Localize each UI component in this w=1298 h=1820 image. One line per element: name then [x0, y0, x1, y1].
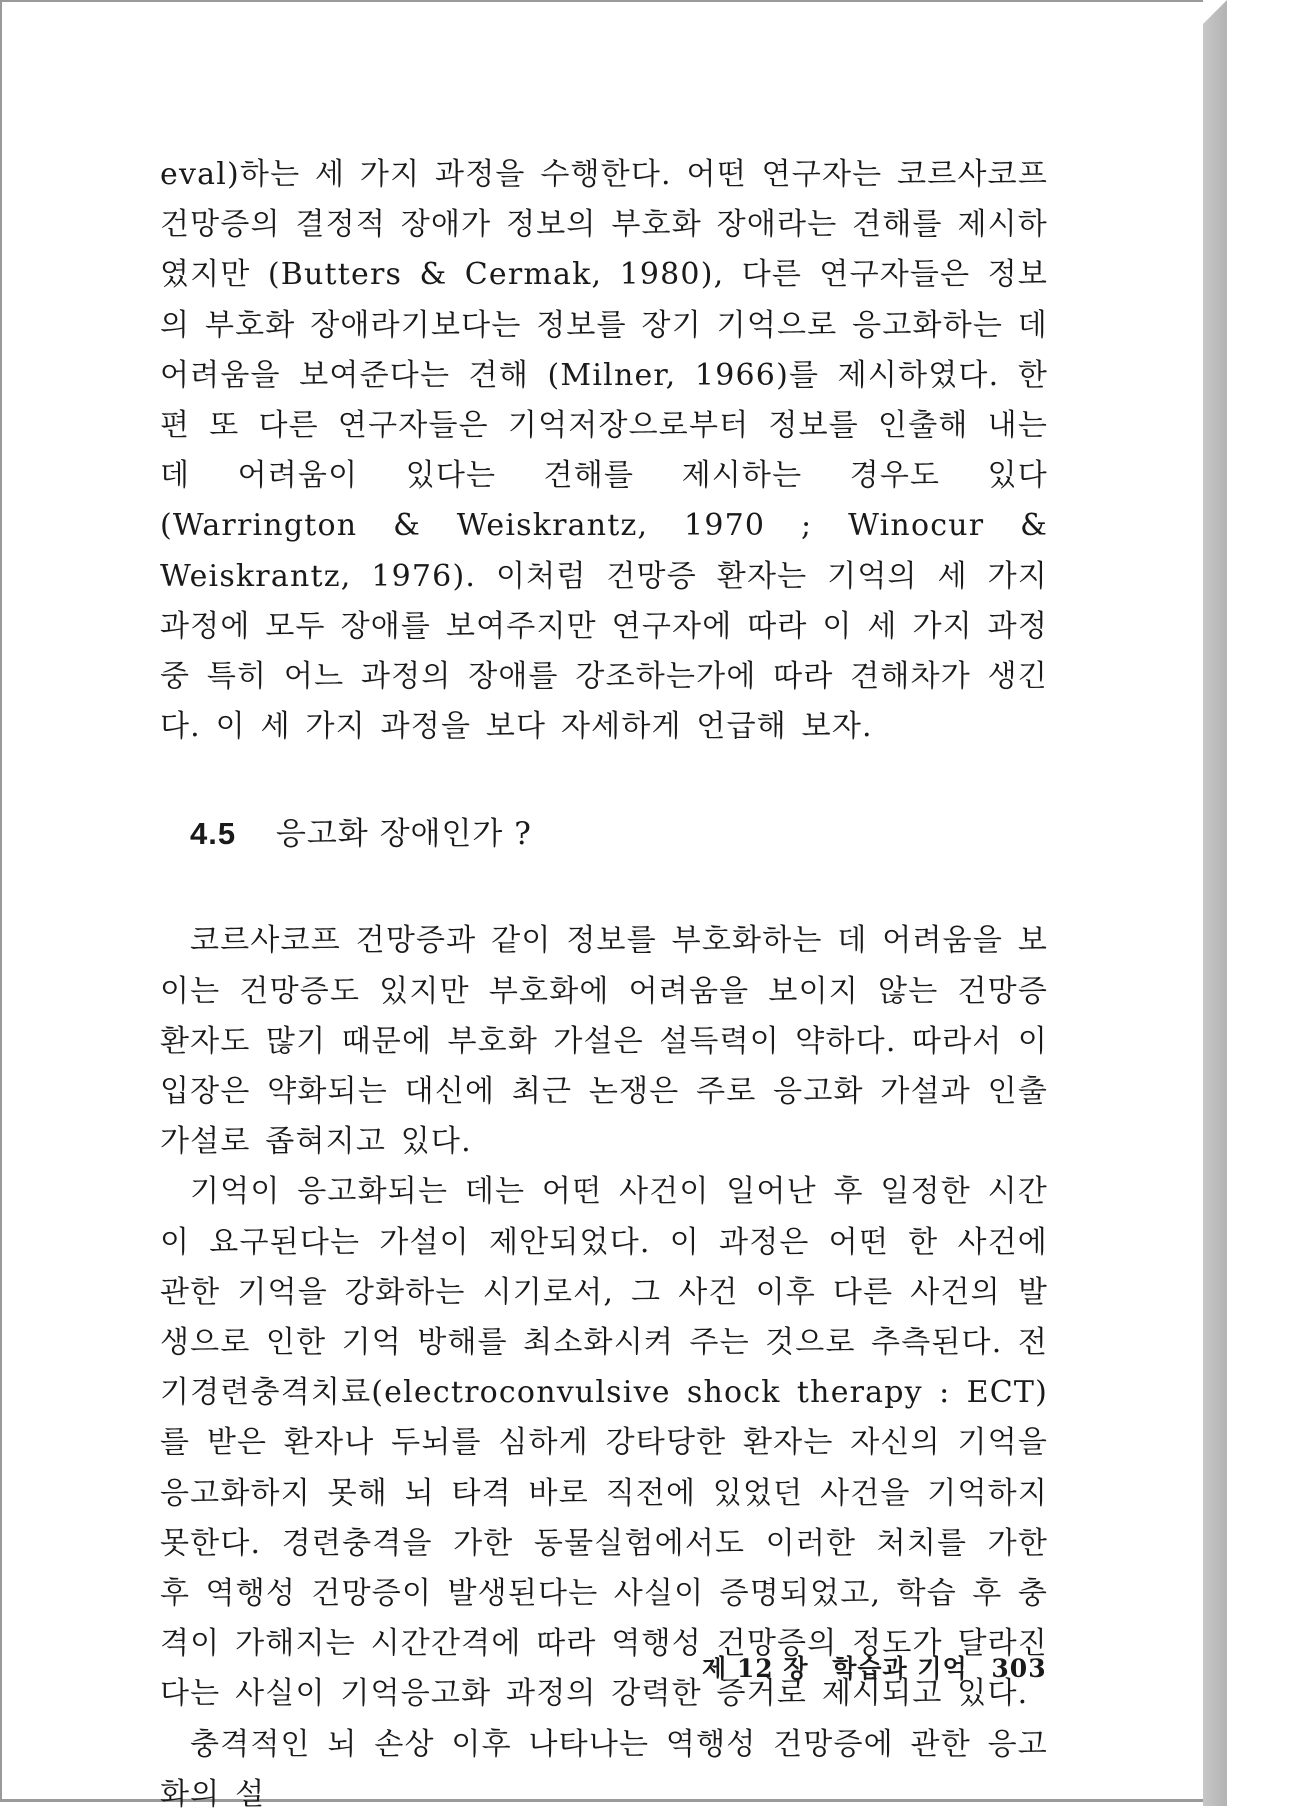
page-edge-corner: [1203, 0, 1227, 24]
section-title: 응고화 장애인가 ?: [275, 816, 532, 853]
chapter-title: 학습과 기억: [832, 1654, 968, 1683]
chapter-number: 제 12 장: [702, 1654, 809, 1683]
page-footer: [702, 1652, 1047, 1686]
page-content: [160, 150, 1048, 1820]
section-number: 4.5: [190, 816, 237, 852]
paragraph-3: 기억이 응고화되는 데는 어떤 사건이 일어난 후 일정한 시간이 요구된다는 가설이 제안되었다. 이 과정은 어떤 한 사건에 관한 기억을 강화하는 시기로서, 그 사건 이후 다른 사건의 발생으로 인한 기억 방해를 최소화시켜 주는 것으로 추측된다. 전기경련충격치료(electroconvulsive shock therapy : ECT)를 받은 환자나 두뇌를 심하게 강타당한 환자는 자신의 기억을 응고화하지 못해 뇌 타격 바로 직전에 있었던 사건을 기억하지 못한다. 경련충격을 가한 동물실험에서도 이러한 처치를 가한 후 역행성 건망증이 발생된다는 사실이 증명되었고, 학습 후 충격이 가해지는 시간간격에 따라 역행성 건망증의 정도가 달라진다는 사실이 기억응고화 과정의 강력한 증거로 제시되고 있다.: [160, 1174, 1048, 1712]
paragraph-2: 코르사코프 건망증과 같이 정보를 부호화하는 데 어려움을 보이는 건망증도 있지만 부호화에 어려움을 보이지 않는 건망증 환자도 많기 때문에 부호화 가설은 설득력이 약하다. 따라서 이 입장은 약화되는 대신에 최근 논쟁은 주로 응고화 가설과 인출가설로 좁혀지고 있다.: [160, 923, 1048, 1160]
paragraph-4: 충격적인 뇌 손상 이후 나타나는 역행성 건망증에 관한 응고화의 설: [160, 1726, 1048, 1812]
section-heading: [190, 814, 1048, 854]
page-number: 303: [991, 1654, 1047, 1683]
paragraph-1: eval)하는 세 가지 과정을 수행한다. 어떤 연구자는 코르사코프 건망증의 결정적 장애가 정보의 부호화 장애라는 견해를 제시하였지만 (Butters & Cermak, 1980), 다른 연구자들은 정보의 부호화 장애라기보다는 정보를 장기 기억으로 응고화하는 데 어려움을 보여준다는 견해 (Milner, 1966)를 제시하였다. 한편 또 다른 연구자들은 기억저장으로부터 정보를 인출해 내는 데 어려움이 있다는 견해를 제시하는 경우도 있다(Warrington & Weiskrantz, 1970 ; Winocur & Weiskrantz, 1976). 이처럼 건망증 환자는 기억의 세 가지 과정에 모두 장애를 보여주지만 연구자에 따라 이 세 가지 과정 중 특히 어느 과정의 장애를 강조하는가에 따라 견해차가 생긴다. 이 세 가지 과정을 보다 자세하게 언급해 보자.: [160, 157, 1048, 745]
page-edge-shadow: [1203, 0, 1227, 1806]
